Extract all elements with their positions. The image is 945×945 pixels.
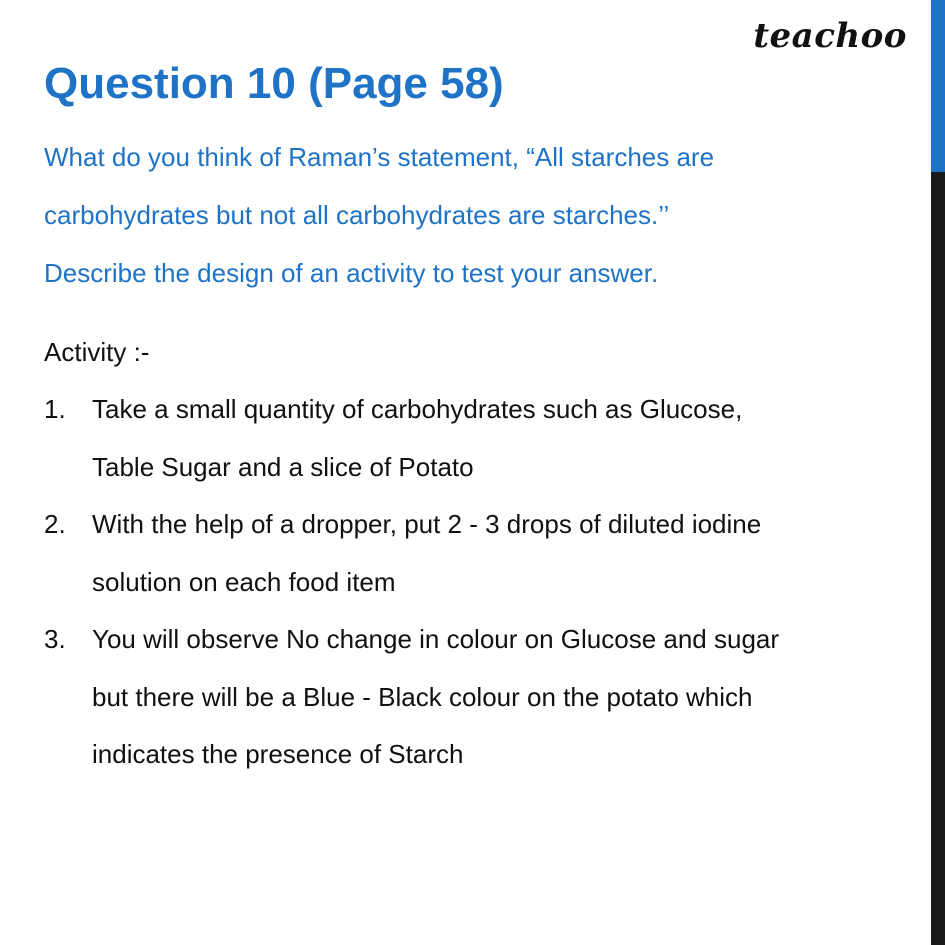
activity-step-2 [44, 496, 904, 611]
page-title: Question 10 (Page 58) [44, 59, 504, 108]
step-line: You will observe No change in colour on Glucose and sugar [92, 624, 780, 654]
step-line: solution on each food item [92, 566, 396, 597]
right-edge-accent [931, 0, 945, 172]
question-text [44, 128, 904, 302]
step-line: indicates the presence of Starch [92, 739, 464, 769]
activity-step-3 [44, 611, 904, 784]
step-line: Take a small quantity of carbohydrates such as Glucose, [92, 394, 743, 424]
question-line: Describe the design of an activity to test your answer. [44, 258, 659, 288]
question-line: carbohydrates but not all carbohydrates are starches.’’ [44, 200, 670, 230]
step-number: 2. [44, 509, 66, 539]
activity-steps-list [44, 381, 904, 784]
step-line: but there will be a Blue - Black colour on the potato which [92, 681, 753, 712]
teachoo-logo: teachoo [753, 16, 907, 56]
step-number: 3. [44, 624, 66, 654]
activity-heading: Activity :- [44, 337, 150, 367]
activity-step-1 [44, 381, 904, 496]
step-line: With the help of a dropper, put 2 - 3 drops of diluted iodine [92, 509, 762, 539]
step-number: 1. [44, 394, 66, 424]
step-line: Table Sugar and a slice of Potato [92, 451, 474, 482]
question-line: What do you think of Raman’s statement, “All starches are [44, 142, 715, 172]
